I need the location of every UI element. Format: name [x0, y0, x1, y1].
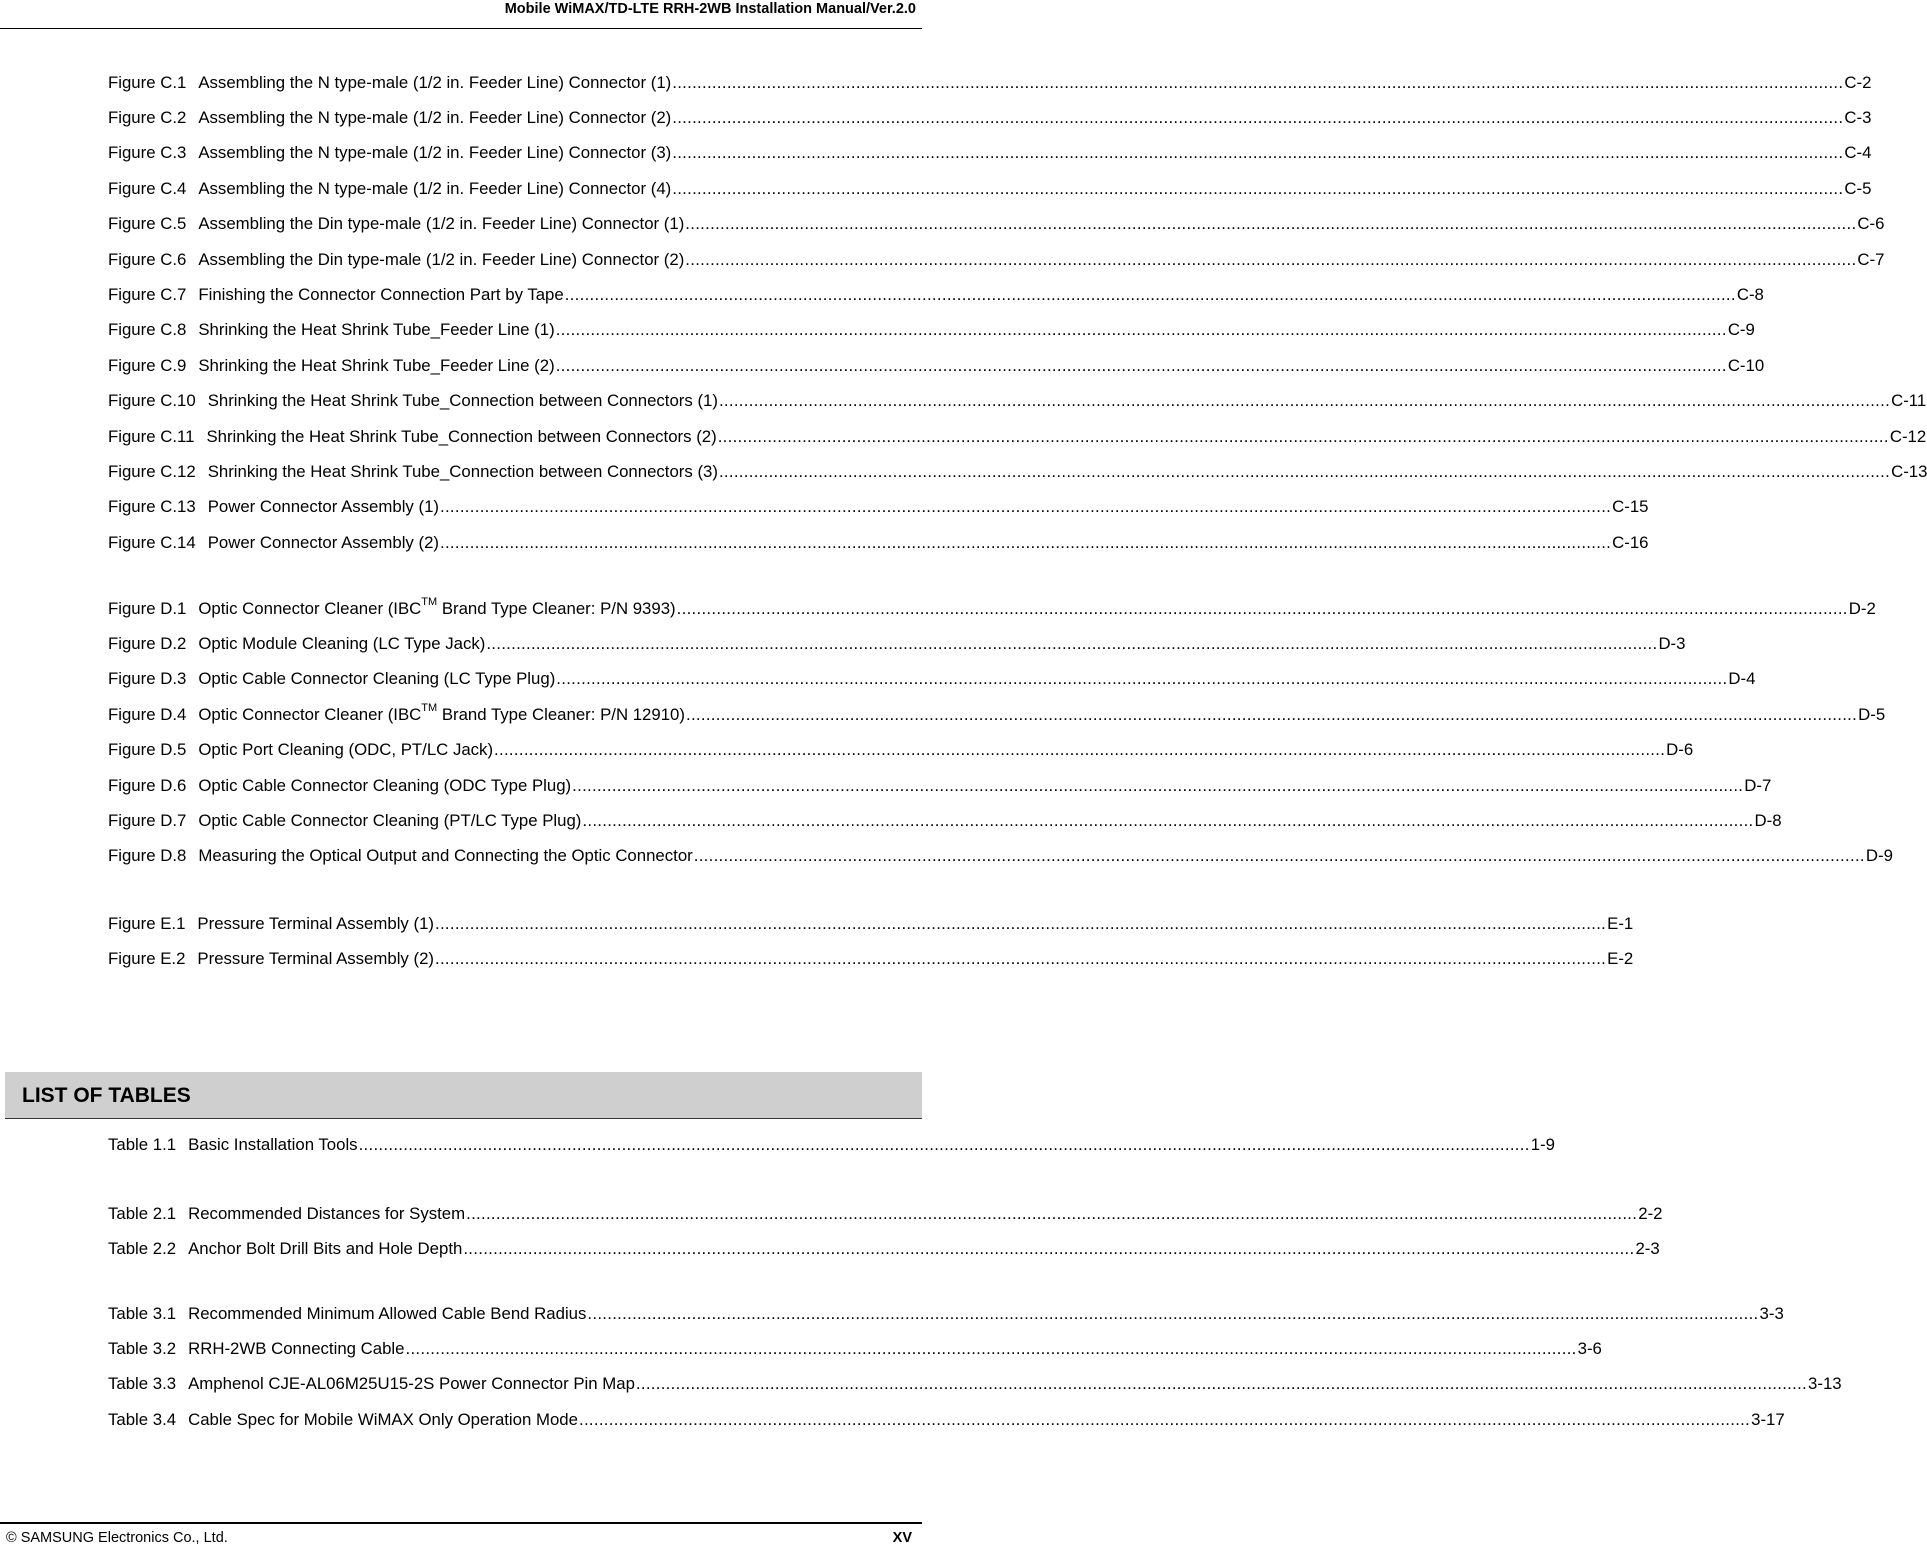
dot-leader [694, 846, 1865, 866]
toc-entry-page: C-3 [1844, 108, 1872, 128]
toc-entry-page: C-13 [1891, 461, 1927, 481]
toc-entry-title: Shrinking the Heat Shrink Tube_Connection between Connectors (2) [206, 426, 717, 446]
toc-entry[interactable] [108, 171, 1872, 206]
toc-entry-title: Shrinking the Heat Shrink Tube_Feeder Line (1) [198, 320, 555, 340]
toc-entry-title: RRH-2WB Connecting Cable [188, 1339, 405, 1359]
dot-leader [685, 214, 1856, 234]
toc-entry-label: Figure C.11 [108, 426, 195, 446]
toc-entry[interactable] [108, 100, 1872, 135]
toc-entry-page: C-16 [1612, 532, 1649, 552]
copyright: © SAMSUNG Electronics Co., Ltd. [6, 1530, 228, 1546]
toc-entry-title: Assembling the N type-male (1/2 in. Feeder Line) Connector (3) [198, 143, 672, 163]
toc-entry[interactable] [108, 454, 1927, 489]
toc-entry-title: Optic Module Cleaning (LC Type Jack) [198, 634, 486, 654]
toc-entry-label: Figure E.2 [108, 949, 186, 969]
toc-entry-page: D-2 [1848, 598, 1876, 618]
toc-entry[interactable] [108, 384, 1927, 419]
toc-entry[interactable] [108, 1196, 1663, 1231]
toc-entry[interactable] [108, 1296, 1784, 1331]
page-header [0, 0, 922, 29]
toc-entry-title [198, 702, 685, 725]
figure-list-d [108, 591, 1893, 874]
dot-leader [686, 705, 1857, 725]
toc-entry-page: 3-3 [1759, 1303, 1784, 1323]
list-of-tables-heading-bar [5, 1072, 922, 1119]
toc-entry-label: Table 2.1 [108, 1203, 177, 1223]
table-list-3 [108, 1296, 1842, 1438]
toc-entry[interactable] [108, 525, 1649, 560]
dot-leader [677, 599, 1848, 619]
dot-leader [466, 1204, 1637, 1224]
toc-entry-label: Table 1.1 [108, 1134, 177, 1154]
toc-entry-label: Figure D.2 [108, 634, 187, 654]
dot-leader [719, 391, 1890, 411]
dot-leader [565, 285, 1736, 305]
trademark-superscript: TM [421, 702, 438, 715]
toc-entry-title: Power Connector Assembly (1) [207, 497, 439, 517]
list-of-tables-heading: LIST OF TABLES [22, 1084, 191, 1107]
toc-entry-title: Assembling the Din type-male (1/2 in. Feeder Line) Connector (1) [198, 214, 685, 234]
toc-entry[interactable] [108, 1127, 1555, 1162]
toc-entry-label: Figure D.1 [108, 598, 187, 618]
table-list-1 [108, 1127, 1555, 1162]
toc-entry[interactable] [108, 1331, 1602, 1366]
toc-entry-title: Optic Cable Connector Cleaning (PT/LC Type Plug) [198, 811, 582, 831]
page-footer [0, 1522, 922, 1553]
toc-entry-page: C-2 [1844, 72, 1872, 92]
dot-leader [359, 1135, 1530, 1155]
toc-entry-title: Basic Installation Tools [188, 1134, 358, 1154]
dot-leader [685, 250, 1856, 270]
toc-entry-title: Recommended Minimum Allowed Cable Bend Radius [188, 1303, 587, 1323]
toc-entry[interactable] [108, 242, 1885, 277]
toc-entry[interactable] [108, 65, 1872, 100]
toc-entry-title: Finishing the Connector Connection Part by Tape [198, 285, 564, 305]
toc-entry-page: C-15 [1612, 497, 1649, 517]
dot-leader [587, 1304, 1758, 1324]
toc-entry-page: C-10 [1727, 355, 1765, 375]
toc-entry-page: D-6 [1666, 740, 1694, 760]
toc-entry-label: Figure C.4 [108, 178, 187, 198]
toc-entry-title-part: Optic Connector Cleaner (IBC [198, 704, 422, 724]
toc-entry[interactable] [108, 733, 1694, 768]
toc-entry-page: 2-2 [1638, 1203, 1663, 1223]
toc-entry[interactable] [108, 419, 1927, 454]
toc-entry-page: E-1 [1607, 913, 1634, 933]
toc-entry-title: Shrinking the Heat Shrink Tube_Feeder Line (2) [198, 355, 555, 375]
toc-entry-label: Table 3.3 [108, 1374, 177, 1394]
toc-entry[interactable] [108, 662, 1756, 697]
toc-entry-page: 2-3 [1635, 1239, 1660, 1259]
toc-entry-title: Recommended Distances for System [188, 1203, 466, 1223]
page-number: XV [892, 1530, 912, 1546]
toc-entry-label: Figure E.1 [108, 913, 186, 933]
toc-entry-label: Figure C.2 [108, 108, 187, 128]
toc-entry-label: Figure D.7 [108, 811, 187, 831]
toc-entry-label: Table 2.2 [108, 1239, 177, 1259]
toc-entry-label: Figure C.6 [108, 249, 187, 269]
dot-leader [719, 462, 1890, 482]
dot-leader [636, 1374, 1807, 1394]
table-list-2 [108, 1196, 1663, 1267]
dot-leader [556, 669, 1727, 689]
toc-entry-label: Figure C.8 [108, 320, 187, 340]
toc-entry-page: D-5 [1858, 704, 1886, 724]
toc-entry-title: Assembling the N type-male (1/2 in. Feeder Line) Connector (1) [198, 72, 672, 92]
dot-leader [579, 1410, 1750, 1430]
toc-entry[interactable] [108, 768, 1772, 803]
toc-entry-page: E-2 [1607, 949, 1634, 969]
toc-entry-title [198, 596, 676, 619]
toc-entry[interactable] [108, 906, 1634, 941]
figure-list-e [108, 906, 1634, 977]
toc-entry-page: D-7 [1744, 775, 1772, 795]
toc-entry[interactable] [108, 591, 1876, 626]
toc-entry[interactable] [108, 1367, 1842, 1402]
dot-leader [440, 533, 1611, 553]
toc-entry-label: Figure D.3 [108, 669, 187, 689]
toc-entry-label: Figure C.14 [108, 532, 196, 552]
toc-entry[interactable] [108, 1231, 1660, 1266]
toc-entry-page: D-4 [1728, 669, 1756, 689]
toc-entry-title: Shrinking the Heat Shrink Tube_Connection between Connectors (1) [207, 391, 718, 411]
dot-leader [435, 949, 1606, 969]
dot-leader [672, 179, 1843, 199]
toc-entry-title-part: Brand Type Cleaner: P/N 12910) [437, 704, 685, 724]
dot-leader [435, 914, 1606, 934]
toc-entry-page: 3-13 [1808, 1374, 1842, 1394]
toc-entry-title: Assembling the N type-male (1/2 in. Feeder Line) Connector (4) [198, 178, 672, 198]
toc-entry[interactable] [108, 207, 1885, 242]
toc-entry[interactable] [108, 941, 1634, 976]
toc-entry-page: C-8 [1736, 285, 1764, 305]
toc-entry[interactable] [108, 136, 1872, 171]
dot-leader [672, 143, 1843, 163]
toc-entry-page: C-5 [1844, 178, 1872, 198]
toc-entry-label: Figure D.8 [108, 846, 187, 866]
toc-entry-title: Assembling the N type-male (1/2 in. Feeder Line) Connector (2) [198, 108, 672, 128]
toc-entry-page: C-4 [1844, 143, 1872, 163]
toc-entry[interactable] [108, 839, 1893, 874]
toc-entry-label: Table 3.1 [108, 1303, 177, 1323]
toc-entry-label: Table 3.2 [108, 1339, 177, 1359]
toc-entry-label: Figure C.5 [108, 214, 187, 234]
dot-leader [486, 634, 1657, 654]
toc-entry-title: Assembling the Din type-male (1/2 in. Feeder Line) Connector (2) [198, 249, 685, 269]
toc-entry[interactable] [108, 626, 1686, 661]
toc-entry[interactable] [108, 490, 1649, 525]
toc-entry[interactable] [108, 313, 1755, 348]
toc-entry-label: Table 3.4 [108, 1409, 177, 1429]
toc-entry-page: C-9 [1727, 320, 1755, 340]
toc-entry-label: Figure C.9 [108, 355, 187, 375]
toc-entry-title: Anchor Bolt Drill Bits and Hole Depth [188, 1239, 463, 1259]
dot-leader [718, 427, 1889, 447]
dot-leader [556, 356, 1727, 376]
toc-entry-page: C-11 [1891, 391, 1927, 411]
dot-leader [672, 73, 1843, 93]
toc-entry-page: C-6 [1857, 214, 1885, 234]
toc-entry-page: D-9 [1865, 846, 1893, 866]
dot-leader [672, 108, 1843, 128]
toc-entry-page: C-7 [1857, 249, 1885, 269]
toc-entry-label: Figure C.7 [108, 285, 187, 305]
toc-entry-title: Amphenol CJE-AL06M25U15-2S Power Connector Pin Map [188, 1374, 635, 1394]
toc-entry-label: Figure C.1 [108, 72, 187, 92]
dot-leader [556, 320, 1727, 340]
dot-leader [572, 776, 1743, 796]
trademark-superscript: TM [421, 596, 438, 609]
toc-entry-title: Pressure Terminal Assembly (2) [197, 949, 434, 969]
toc-entry[interactable] [108, 277, 1764, 312]
toc-entry-title-part: Optic Connector Cleaner (IBC [198, 598, 422, 618]
toc-entry-title: Optic Port Cleaning (ODC, PT/LC Jack) [198, 740, 494, 760]
toc-entry-title: Shrinking the Heat Shrink Tube_Connection between Connectors (3) [207, 461, 718, 481]
toc-entry[interactable] [108, 803, 1782, 838]
toc-entry-title-part: Brand Type Cleaner: P/N 9393) [437, 598, 676, 618]
toc-entry-title: Cable Spec for Mobile WiMAX Only Operation Mode [188, 1409, 578, 1429]
dot-leader [494, 740, 1665, 760]
toc-entry-label: Figure C.13 [108, 497, 196, 517]
toc-entry[interactable] [108, 697, 1886, 732]
toc-entry-page: 3-6 [1577, 1339, 1602, 1359]
toc-entry-page: 3-17 [1751, 1409, 1785, 1429]
dot-leader [582, 811, 1753, 831]
toc-entry-label: Figure D.5 [108, 740, 187, 760]
toc-entry[interactable] [108, 348, 1765, 383]
toc-entry-label: Figure D.4 [108, 704, 187, 724]
toc-entry-label: Figure C.10 [108, 391, 196, 411]
toc-entry-page: C-12 [1889, 426, 1927, 446]
toc-entry[interactable] [108, 1402, 1785, 1437]
document-title: Mobile WiMAX/TD-LTE RRH-2WB Installation Manual/Ver.2.0 [504, 1, 916, 17]
toc-entry-label: Figure D.6 [108, 775, 187, 795]
toc-entry-title: Measuring the Optical Output and Connecting the Optic Connector [198, 846, 693, 866]
dot-leader [406, 1339, 1577, 1359]
toc-entry-page: 1-9 [1530, 1134, 1555, 1154]
figure-list-c [108, 65, 1927, 560]
toc-entry-label: Figure C.3 [108, 143, 187, 163]
toc-entry-page: D-3 [1658, 634, 1686, 654]
toc-entry-title: Optic Cable Connector Cleaning (LC Type Plug) [198, 669, 556, 689]
toc-entry-title: Power Connector Assembly (2) [207, 532, 439, 552]
dot-leader [463, 1239, 1634, 1259]
toc-entry-title: Optic Cable Connector Cleaning (ODC Type Plug) [198, 775, 572, 795]
dot-leader [440, 497, 1611, 517]
toc-entry-label: Figure C.12 [108, 461, 196, 481]
toc-entry-page: D-8 [1754, 811, 1782, 831]
toc-entry-title: Pressure Terminal Assembly (1) [197, 913, 434, 933]
